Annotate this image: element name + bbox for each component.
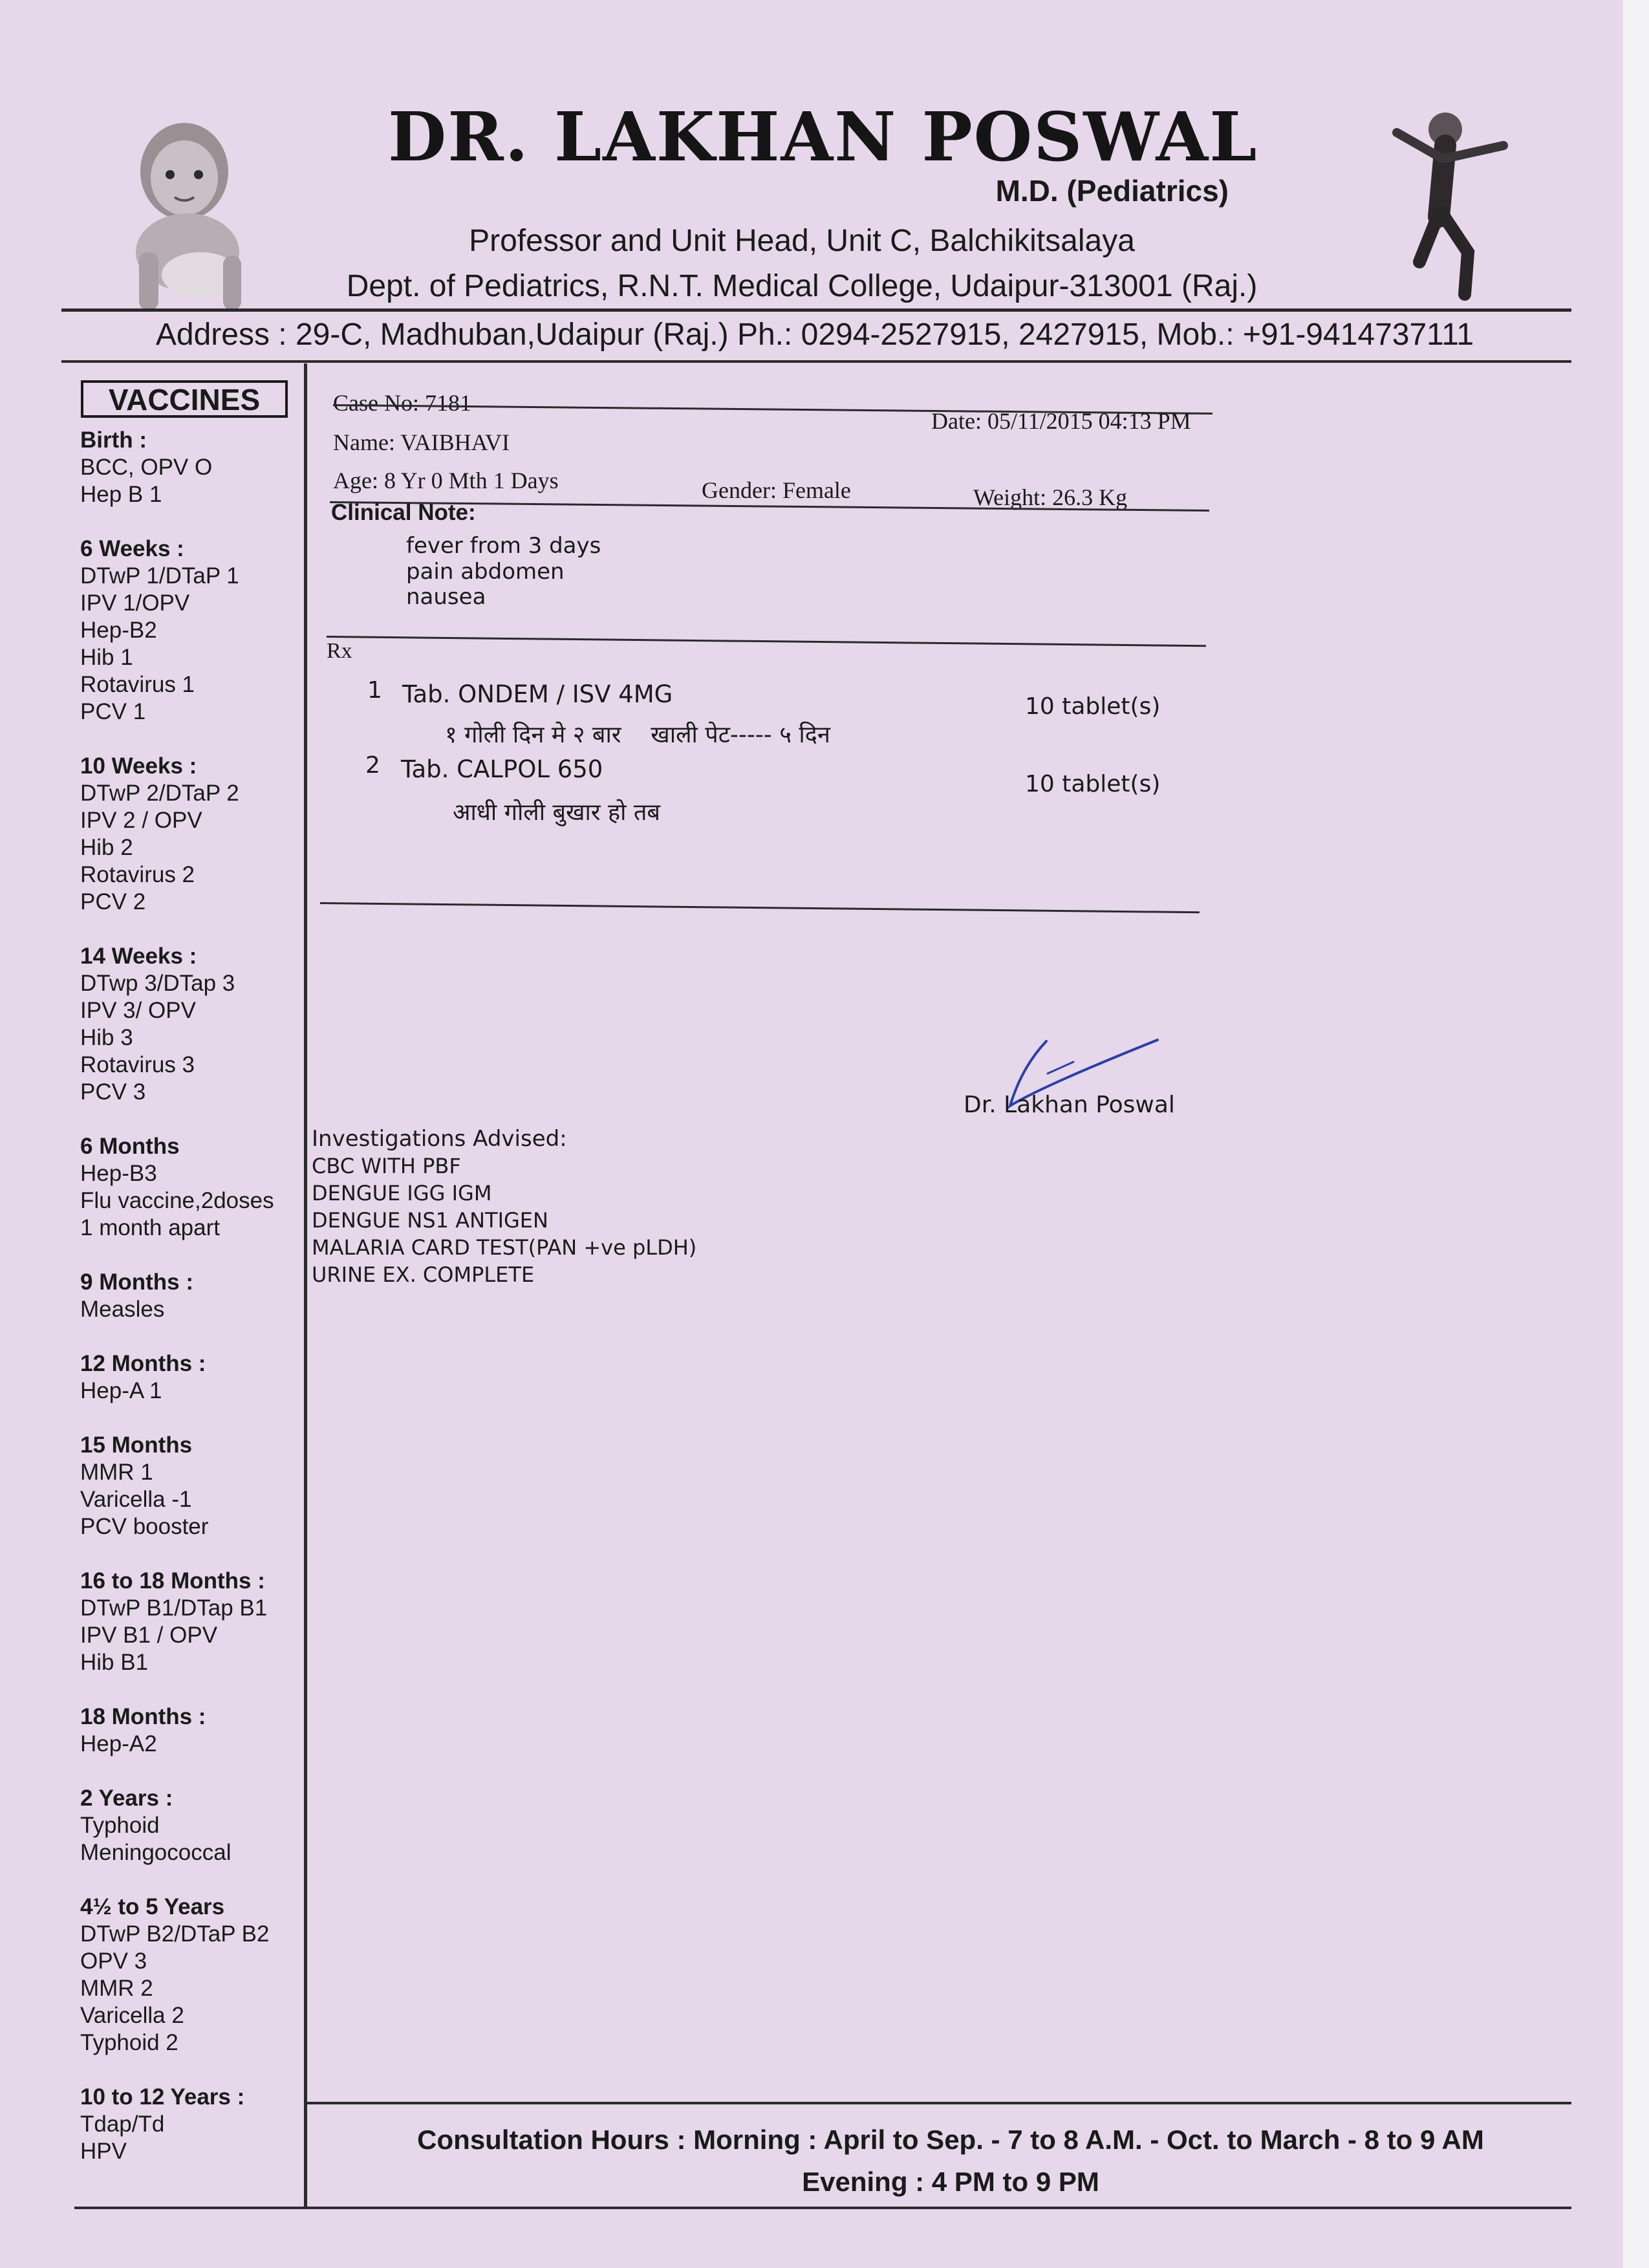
header-rule-bottom	[61, 360, 1571, 363]
vaccines-title: VACCINES	[81, 380, 288, 418]
vaccine-item: Tdap/Td	[80, 2111, 165, 2137]
footer-rule-bottom	[74, 2207, 1571, 2209]
vaccine-group-heading: 4½ to 5 Years	[80, 1894, 225, 1919]
vaccine-group-heading: Birth :	[80, 427, 147, 453]
vaccine-group-heading: 12 Months :	[80, 1351, 206, 1376]
vaccine-group-heading: 6 Months	[80, 1134, 180, 1159]
vaccine-group	[80, 1269, 300, 1323]
department-line: Dept. of Pediatrics, R.N.T. Medical College, Udaipur-313001 (Raj.)	[346, 269, 1258, 303]
vaccine-group	[80, 1350, 300, 1405]
vaccine-item: Hep-B3	[80, 1161, 157, 1186]
vaccine-group	[80, 2084, 300, 2165]
vaccine-item: Varicella 2	[80, 2003, 184, 2028]
vaccine-group	[80, 1133, 300, 1242]
vaccine-item: Typhoid	[80, 1813, 160, 1838]
vaccine-item: IPV B1 / OPV	[80, 1623, 218, 1648]
vaccine-item: HPV	[80, 2139, 127, 2164]
clinical-note-line: nausea	[406, 584, 486, 610]
vaccine-group	[80, 1432, 300, 1540]
vaccine-item: DTwP B2/DTaP B2	[80, 1921, 270, 1947]
vaccine-item: IPV 2 / OPV	[80, 808, 202, 833]
patient-name: Name: VAIBHAVI	[333, 429, 510, 455]
vaccine-item: 1 month apart	[80, 1215, 220, 1240]
consultation-hours-morning: Consultation Hours : Morning : April to Sep. - 7 to 8 A.M. - Oct. to March - 8 to 9 AM	[417, 2124, 1484, 2155]
vaccine-item: PCV 3	[80, 1079, 146, 1105]
doctor-name: DR. LAKHAN POSWAL	[388, 97, 1258, 177]
vaccine-group-heading: 9 Months :	[80, 1269, 193, 1295]
vaccine-group	[80, 535, 300, 726]
vaccine-item: DTwP 1/DTaP 1	[80, 563, 239, 589]
patient-age: Age: 8 Yr 0 Mth 1 Days	[333, 468, 559, 493]
vaccine-item: PCV booster	[80, 1514, 209, 1539]
rx-item-number: 1	[367, 677, 382, 704]
vaccine-item: Hib 2	[80, 835, 133, 860]
vaccine-item: IPV 3/ OPV	[80, 998, 196, 1023]
vaccine-item: Hep-B2	[80, 618, 157, 643]
investigation-item: CBC WITH PBF	[312, 1154, 461, 1178]
vaccine-group-heading: 6 Weeks :	[80, 536, 184, 561]
rx-item-instruction: १ गोली दिन मे २ बार खाली पेट----- ५ दिन	[445, 722, 830, 748]
investigation-item: DENGUE NS1 ANTIGEN	[312, 1208, 548, 1233]
investigations-section	[312, 1125, 696, 1288]
vaccine-group-heading: 18 Months :	[80, 1704, 206, 1729]
vaccine-item: OPV 3	[80, 1949, 147, 1974]
vaccine-group	[80, 943, 300, 1106]
vaccine-item: DTwp 3/DTap 3	[80, 971, 235, 996]
vaccine-item: Hep-A2	[80, 1731, 157, 1756]
vaccine-item: IPV 1/OPV	[80, 590, 190, 616]
visit-date: Date: 05/11/2015 04:13 PM	[931, 408, 1191, 434]
vaccine-item: Flu vaccine,2doses	[80, 1188, 274, 1213]
vaccine-item: Hib 1	[80, 645, 133, 670]
rx-item-number: 2	[365, 752, 380, 779]
vaccine-group-heading: 15 Months	[80, 1432, 193, 1458]
patient-gender: Gender: Female	[702, 477, 851, 503]
vaccine-group	[80, 427, 300, 508]
vaccine-group-heading: 2 Years :	[80, 1786, 173, 1811]
vaccine-item: Meningococcal	[80, 1840, 232, 1865]
header-rule-top	[61, 308, 1571, 312]
column-divider	[304, 363, 307, 2208]
vaccine-item: Hep-A 1	[80, 1378, 162, 1403]
vaccine-group-heading: 10 to 12 Years :	[80, 2084, 245, 2110]
clinical-note-heading: Clinical Note:	[331, 500, 476, 525]
clinical-note-line: fever from 3 days	[406, 533, 601, 559]
vaccine-item: DTwP B1/DTap B1	[80, 1595, 268, 1621]
rx-label: Rx	[327, 639, 352, 663]
vaccine-item: Rotavirus 2	[80, 862, 195, 887]
vaccine-group-heading: 10 Weeks :	[80, 753, 197, 779]
vaccine-item: Rotavirus 1	[80, 672, 195, 697]
case-number: Case No: 7181	[333, 390, 471, 416]
jumping-girl-illustration	[1384, 107, 1513, 307]
clinical-note-line: pain abdomen	[406, 559, 565, 585]
vaccine-group	[80, 1894, 300, 2057]
vaccine-item: MMR 2	[80, 1976, 153, 2001]
vaccine-group	[80, 1568, 300, 1676]
vaccine-item: Measles	[80, 1297, 165, 1322]
rx-item-instruction: आधी गोली बुखार हो तब	[453, 799, 660, 826]
vaccine-group-heading: 14 Weeks :	[80, 944, 197, 969]
vaccine-item: DTwP 2/DTaP 2	[80, 781, 239, 806]
crawling-baby-illustration	[103, 110, 265, 317]
vaccine-item: Hib 3	[80, 1025, 133, 1050]
investigation-item: MALARIA CARD TEST(PAN +ve pLDH)	[312, 1235, 697, 1260]
vaccine-group	[80, 1703, 300, 1758]
vaccine-item: MMR 1	[80, 1460, 153, 1485]
signature-name: Dr. Lakhan Poswal	[964, 1092, 1175, 1118]
rx-item-drug: Tab. CALPOL 650	[401, 755, 603, 783]
doctor-degree: M.D. (Pediatrics)	[995, 174, 1229, 208]
vaccine-group	[80, 753, 300, 916]
address-line: Address : 29-C, Madhuban,Udaipur (Raj.) Ph.: 0294-2527915, 2427915, Mob.: +91-9414737111	[155, 318, 1474, 352]
footer-rule-top	[307, 2102, 1571, 2104]
doctor-title: Professor and Unit Head, Unit C, Balchikitsalaya	[469, 224, 1135, 258]
vaccine-item: Hib B1	[80, 1650, 149, 1675]
vaccines-list	[80, 427, 300, 2192]
page-edge	[1623, 0, 1649, 2268]
vaccine-item: Hep B 1	[80, 482, 162, 507]
investigation-item: URINE EX. COMPLETE	[312, 1262, 535, 1287]
vaccine-item: Rotavirus 3	[80, 1052, 195, 1077]
vaccine-item: Typhoid 2	[80, 2030, 178, 2055]
investigation-item: DENGUE IGG IGM	[312, 1181, 492, 1205]
rx-item-quantity: 10 tablet(s)	[1025, 693, 1161, 720]
investigations-heading: Investigations Advised:	[312, 1126, 567, 1152]
vaccine-item: PCV 2	[80, 889, 146, 914]
rx-item-drug: Tab. ONDEM / ISV 4MG	[402, 680, 673, 708]
vaccine-group	[80, 1785, 300, 1866]
rx-item-quantity: 10 tablet(s)	[1025, 771, 1161, 797]
patient-weight: Weight: 26.3 Kg	[973, 484, 1128, 510]
vaccine-item: BCC, OPV O	[80, 455, 213, 480]
vaccine-item: Varicella -1	[80, 1487, 192, 1512]
consultation-hours-evening: Evening : 4 PM to 9 PM	[802, 2166, 1099, 2197]
vaccine-item: PCV 1	[80, 699, 146, 724]
vaccine-group-heading: 16 to 18 Months :	[80, 1568, 265, 1593]
